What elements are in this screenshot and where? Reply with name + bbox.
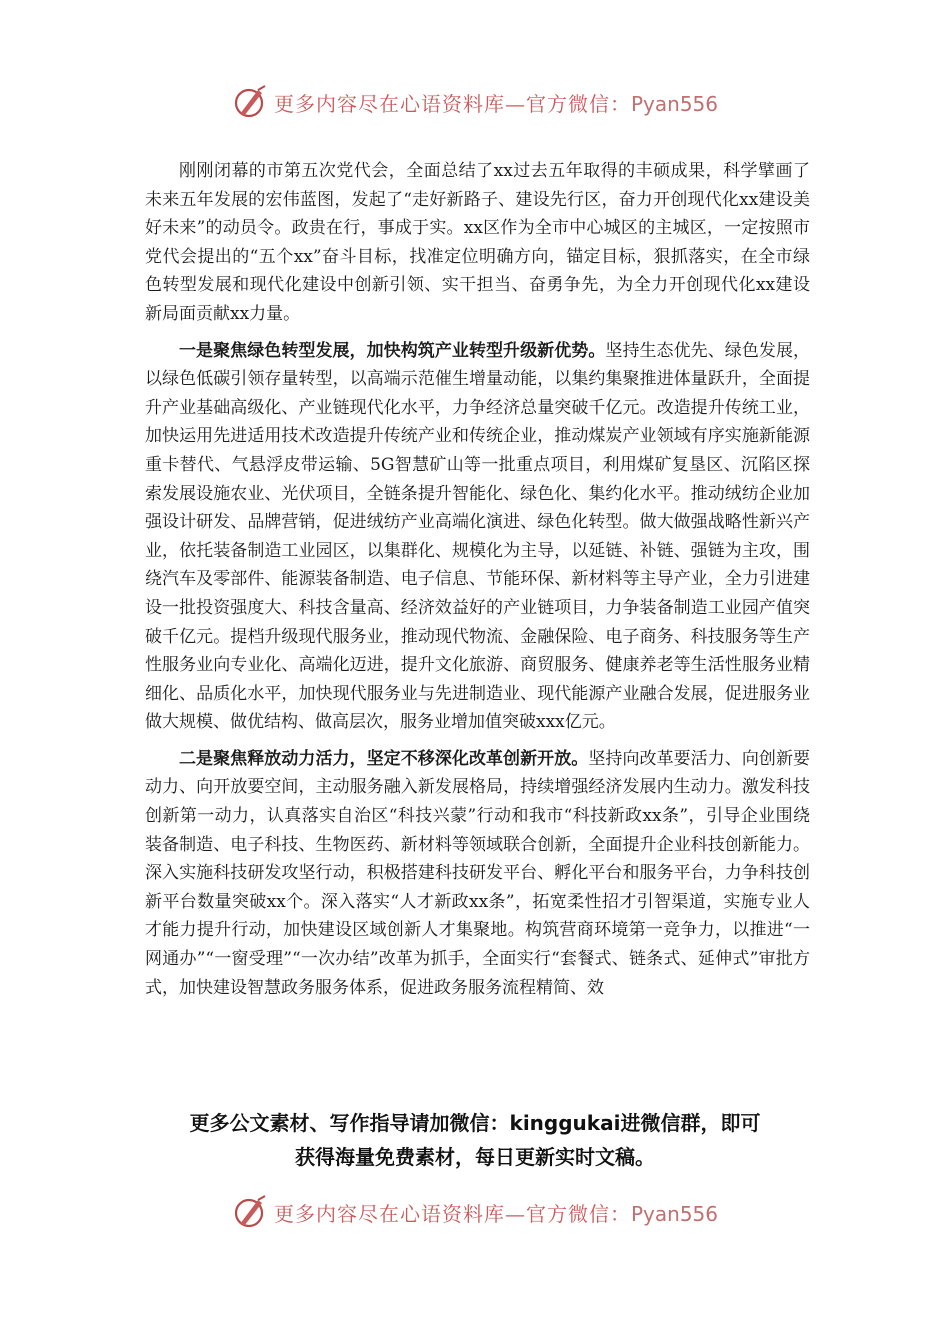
paragraph-text: 刚刚闭幕的市第五次党代会，全面总结了xx过去五年取得的丰硕成果，科学擘画了未来五年发展的宏伟蓝图，发起了“走好新路子、建设先行区，奋力开创现代化xx建设美好未来”的动员令。政贵在行，事成于实。xx区作为全市中心城区的主城区，一定按照市党代会提出的“五个xx”奋斗目标，找准定位明确方向，锚定目标，狠抓落实，在全市绿色转型发展和现代化建设中创新引领、实干担当、奋勇争先，为全力开创现代化xx建设新局面贡献xx力量。 [145,161,810,324]
header-banner [0,80,950,124]
paragraph-intro [145,157,810,329]
banner-text [274,1198,718,1227]
wechat-account: Pyan556 [630,91,718,116]
quill-logo-icon [232,84,268,120]
paragraph-lead: 一是聚焦绿色转型发展，加快构筑产业转型升级新优势。 [179,340,606,361]
banner-text [274,88,718,117]
promo-line-2: 获得海量免费素材，每日更新实时文稿。 [295,1145,655,1169]
promo-notice [100,1106,850,1174]
paragraph-reform-innovation [145,745,810,1002]
quill-logo-icon [232,1194,268,1230]
wechat-account: Pyan556 [630,1201,718,1226]
promo-line-1: 更多公文素材、写作指导请加微信：kinggukai进微信群，即可 [189,1111,761,1135]
document-body [145,157,810,1010]
paragraph-text: 坚持生态优先、绿色发展，以绿色低碳引领存量转型，以高端示范催生增量动能，以集约集聚推进体量跃升，全面提升产业基础高级化、产业链现代化水平，力争经济总量突破千亿元。改造提升传统工业，加快运用先进适用技术改造提升传统产业和传统企业，推动煤炭产业领域有序实施新能源重卡替代、气悬浮皮带运输、5G智慧矿山等一批重点项目，利用煤矿复垦区、沉陷区探索发展设施农业、光伏项目，全链条提升智能化、绿色化、集约化水平。推动绒纺企业加强设计研发、品牌营销，促进绒纺产业高端化演进、绿色化转型。做大做强战略性新兴产业，依托装备制造工业园区，以集群化、规模化为主导，以延链、补链、强链为主攻，围绕汽车及零部件、能源装备制造、电子信息、节能环保、新材料等主导产业，全力引进建设一批投资强度大、科技含量高、经济效益好的产业链项目，力争装备制造工业园产值突破千亿元。提档升级现代服务业，推动现代物流、金融保险、电子商务、科技服务等生产性服务业向专业化、高端化迈进，提升文化旅游、商贸服务、健康养老等生活性服务业精细化、品质化水平，加快现代服务业与先进制造业、现代能源产业融合发展，促进服务业做大规模、做优结构、做高层次，服务业增加值突破xxx亿元。 [145,340,811,733]
banner-slogan: 更多内容尽在心语资料库—官方微信： [273,91,631,116]
banner-slogan: 更多内容尽在心语资料库—官方微信： [273,1201,631,1226]
paragraph-text: 坚持向改革要活力、向创新要动力、向开放要空间，主动服务融入新发展格局，持续增强经济发展内生动力。激发科技创新第一动力，认真落实自治区“科技兴蒙”行动和我市“科技新政xx条”，引导企业围绕装备制造、电子科技、生物医药、新材料等领域联合创新，全面提升企业科技创新能力。深入实施科技研发攻坚行动，积极搭建科技研发平台、孵化平台和服务平台，力争科技创新平台数量突破xx个。深入落实“人才新政xx条”，拓宽柔性招才引智渠道，实施专业人才能力提升行动，加快建设区域创新人才集聚地。构筑营商环境第一竞争力，以推进“一网通办”“一窗受理”“一次办结”改革为抓手，全面实行“套餐式、链条式、延伸式”审批方式，加快建设智慧政务服务体系，促进政务服务流程精简、效 [145,748,811,998]
paragraph-lead: 二是聚焦释放动力活力，坚定不移深化改革创新开放。 [179,748,589,769]
footer-banner [0,1190,950,1234]
paragraph-green-transformation [145,337,810,737]
